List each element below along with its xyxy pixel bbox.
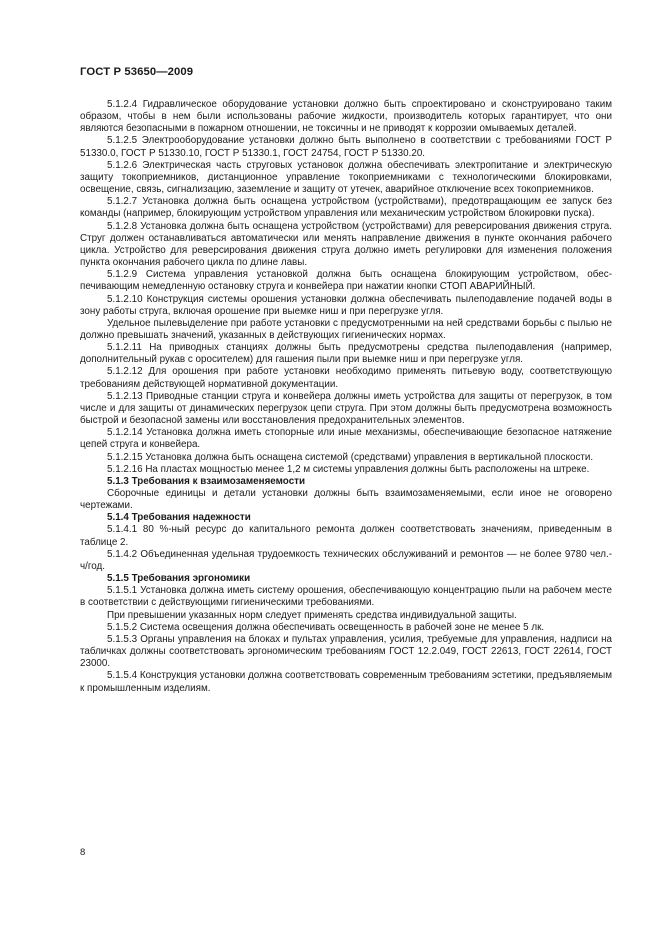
paragraph: 5.1.2.4 Гидравлическое оборудование установки должно быть спроектировано и сконструировано таким образом, чтобы в нем были использованы рабочие жидкости, производитель которых гарантирует, что они являются безопасными в пожарном отношении, не токсичны и не приводят к коррозии омываемых деталей. (80, 99, 612, 135)
paragraph: 5.1.2.9 Система управления установкой должна быть оснащена блокирующим устройством, обеспечивающим немедленную остановку струга и конвейера при нажатии кнопки СТОП АВАРИЙНЫЙ. (80, 269, 612, 293)
paragraph: 5.1.2.6 Электрическая часть струговых установок должна обеспечивать электропитание и электрическую защиту токоприемников, дистанционное управление токоприемниками с технологическими блокировками, освещение, связь, сигнализацию, заземление и защиту от утечек, аварийное отключение всех токоприемников. (80, 159, 612, 196)
paragraph: 5.1.5.4 Конструкция установки должна соответствовать современным требованиям эстетики, предъявляемым к промышленным изделиям. (80, 670, 612, 694)
paragraph: 5.1.2.13 Приводные станции струга и конвейера должны иметь устройства для защиты от перегрузок, в том числе и для защиты от динамических перегрузок цепи струга. При этом должны быть предусмотрена возможность быстрой и безопасной замены или восстановления предохранительных элементов. (80, 390, 612, 427)
paragraph: 5.1.2.8 Установка должна быть оснащена устройством (устройствами) для реверсирования движения струга. Струг должен останавливаться автоматически или менять направление движения в пункте окончания рабочего цикла. Устройство для реверсирования движения струга должно иметь регулировки для изменения положения пункта окончания рабочего цикла по длине лавы. (80, 220, 612, 269)
paragraph: 5.1.2.12 Для орошения при работе установки необходимо применять питьевую воду, соответствующую требованиям действующей нормативной документации. (80, 366, 612, 390)
paragraph: Сборочные единицы и детали установки должны быть взаимозаменяемыми, если иное не оговорено чертежами. (80, 488, 612, 512)
paragraph: 5.1.2.7 Установка должна быть оснащена устройством (устройствами), предотвращающим ее запуск без команды (например, блокирующим устройством управления или механическим устройством блокировки пуска). (80, 196, 612, 220)
paragraph: 5.1.2.11 На приводных станциях должны быть предусмотрены средства пылеподавления (например, дополнительный рукав с оросителем) для гашения пыли при выемке ниш и при перегрузке угля. (80, 342, 612, 366)
section-heading: 5.1.5 Требования эргономики (107, 573, 251, 585)
paragraph: 5.1.2.14 Установка должна иметь стопорные или иные механизмы, обеспечивающие безопасное натяжение цепей струга и конвейера. (80, 427, 612, 451)
paragraph: 5.1.5.1 Установка должна иметь систему орошения, обеспечивающую концентрацию пыли на рабочем месте в соответствии с действующими гигиеническими требованиями. (80, 585, 612, 609)
section-heading: 5.1.4 Требования надежности (107, 512, 251, 524)
paragraph: 5.1.5.2 Система освещения должна обеспечивать освещенность в рабочей зоне не менее 5 лк. (107, 621, 545, 633)
paragraph: 5.1.2.16 На пластах мощностью менее 1,2 м системы управления должны быть расположены на штреке. (107, 463, 590, 475)
paragraph: 5.1.2.10 Конструкция системы орошения установки должна обеспечивать пылеподавление подачей воды в зону работы струга, включая орошение при выемке ниш и при перегрузке угля. (80, 293, 612, 317)
paragraph: При превышении указанных норм следует применять средства индивидуальной защиты. (107, 609, 517, 621)
paragraph: 5.1.2.5 Электрооборудование установки должно быть выполнено в соответствии с требованиями ГОСТ Р 51330.0, ГОСТ Р 51330.10, ГОСТ Р 51330.1, ГОСТ 24754, ГОСТ Р 51330.20. (80, 135, 612, 159)
paragraph: 5.1.5.3 Органы управления на блоках и пультах управления, усилия, требуемые для управления, надписи на табличках должны соответствовать эргономическим требованиям ГОСТ 12.2.049, ГОСТ 22613, ГОСТ 22614, ГОСТ 23000. (80, 633, 612, 670)
paragraph: 5.1.4.2 Объединенная удельная трудоемкость технических обслуживаний и ремонтов — не более 9780 чел.-ч/год. (80, 548, 612, 572)
document-body (80, 99, 612, 695)
standard-header: ГОСТ Р 53650—2009 (80, 66, 194, 78)
paragraph: 5.1.2.15 Установка должна быть оснащена системой (средствами) управления в вертикальной плоскости. (107, 451, 594, 463)
section-heading: 5.1.3 Требования к взаимозаменяемости (107, 475, 306, 487)
page-number: 8 (80, 847, 86, 858)
paragraph: Удельное пылевыделение при работе установки с предусмотренными на ней средствами борьбы с пылью не должно превышать значений, указанных в действующих гигиенических нормах. (80, 317, 612, 341)
paragraph: 5.1.4.1 80 %-ный ресурс до капитального ремонта должен соответствовать значениям, приведенным в таблице 2. (80, 524, 612, 548)
